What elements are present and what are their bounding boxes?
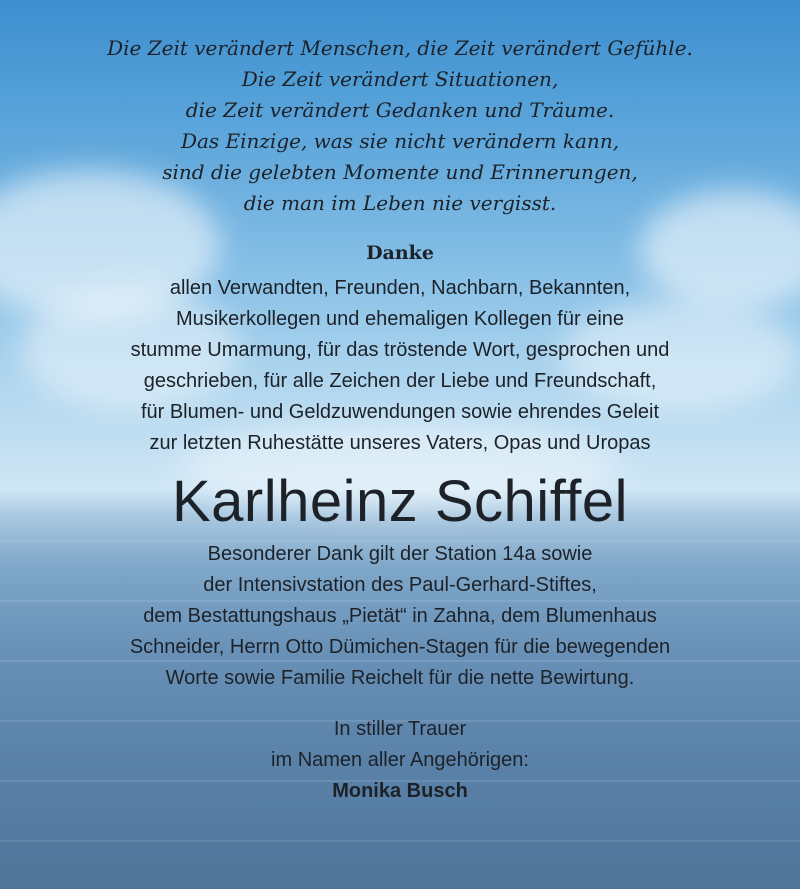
poem-line: Das Einzige, was sie nicht verändern kann, xyxy=(180,129,620,153)
poem-line: die Zeit verändert Gedanken und Träume. xyxy=(185,98,615,122)
thanks-line: Musikerkollegen und ehemaligen Kollegen für eine xyxy=(175,308,625,330)
special-thanks-line: Besonderer Dank gilt der Station 14a sowie xyxy=(207,543,593,565)
poem xyxy=(0,33,800,219)
special-thanks-line: der Intensivstation des Paul-Gerhard-Stiftes, xyxy=(203,574,597,596)
poem-line: die man im Leben nie vergisst. xyxy=(243,191,557,215)
closing xyxy=(0,714,800,776)
thanks-heading: Danke xyxy=(366,242,434,264)
sea-wave xyxy=(0,840,800,842)
special-thanks-line: dem Bestattungshaus „Pietät“ in Zahna, dem Blumenhaus xyxy=(143,605,657,627)
special-thanks xyxy=(0,539,800,694)
special-thanks-line: Schneider, Herrn Otto Dümichen-Stagen für die bewegenden xyxy=(129,636,671,658)
poem-line: Die Zeit verändert Menschen, die Zeit verändert Gefühle. xyxy=(107,36,693,60)
thanks-text xyxy=(0,273,800,459)
thanks-line: für Blumen- und Geldzuwendungen sowie ehrendes Geleit xyxy=(140,401,660,423)
closing-line: im Namen aller Angehörigen: xyxy=(271,749,529,771)
thanks-line: stumme Umarmung, für das tröstende Wort, gesprochen und xyxy=(130,339,670,361)
thanks-line: zur letzten Ruhestätte unseres Vaters, Opas und Uropas xyxy=(149,432,651,454)
poem-line: sind die gelebten Momente und Erinnerungen, xyxy=(162,160,638,184)
deceased-name: Karlheinz Schiffel xyxy=(171,469,629,534)
signature: Monika Busch xyxy=(332,780,468,802)
thanks-line: allen Verwandten, Freunden, Nachbarn, Bekannten, xyxy=(169,277,631,299)
closing-line: In stiller Trauer xyxy=(333,718,467,740)
thanks-line: geschrieben, für alle Zeichen der Liebe und Freundschaft, xyxy=(143,370,657,392)
special-thanks-line: Worte sowie Familie Reichelt für die nette Bewirtung. xyxy=(165,667,635,689)
poem-line: Die Zeit verändert Situationen, xyxy=(241,67,559,91)
